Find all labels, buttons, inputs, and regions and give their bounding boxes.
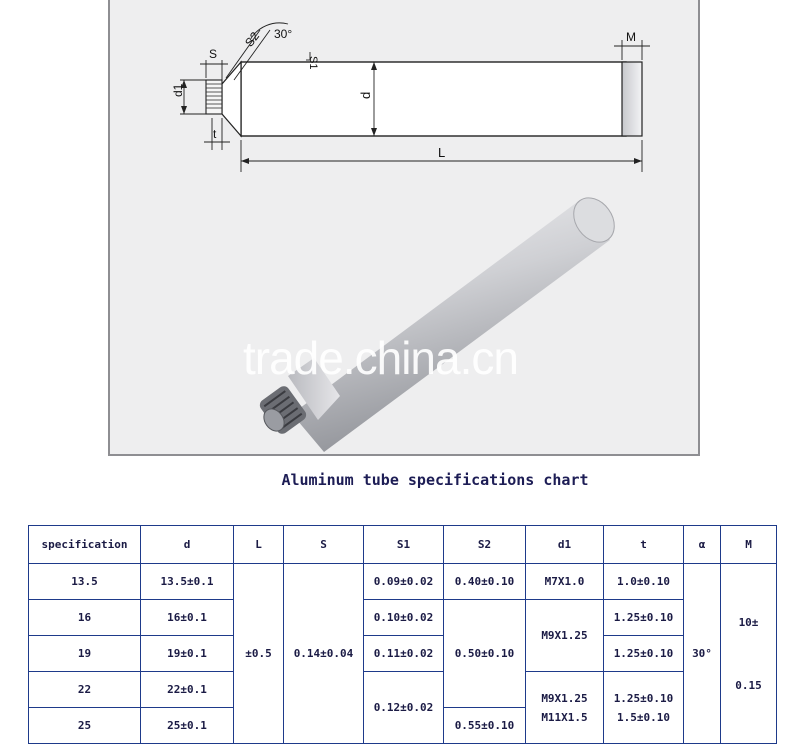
cell-s1: 0.09±0.02	[364, 564, 444, 600]
table-row	[29, 564, 777, 600]
cell-s1: 0.11±0.02	[364, 636, 444, 672]
cell-t-line2: 1.5±0.10	[617, 710, 670, 724]
column-header: L	[234, 526, 284, 564]
threaded-nozzle	[206, 80, 222, 114]
cell-s1: 0.10±0.02	[364, 600, 444, 636]
cell-d1-line2: M11X1.5	[541, 710, 588, 724]
cell-d: 25±0.1	[141, 708, 234, 744]
cell-d1: M7X1.0	[526, 564, 604, 600]
tube-body-outline	[241, 62, 626, 136]
page-title: Aluminum tube specifications chart	[281, 471, 589, 489]
drawing-label-d1: d1	[171, 83, 185, 97]
cell-d: 16±0.1	[141, 600, 234, 636]
column-header: t	[604, 526, 684, 564]
cell-s1: 0.12±0.02	[364, 672, 444, 744]
watermark-text: trade.china.cn	[243, 332, 518, 384]
cell-alpha: 30°	[684, 564, 721, 744]
cell-d: 13.5±0.1	[141, 564, 234, 600]
tube-end-section	[622, 62, 642, 136]
tube-shoulder	[222, 62, 241, 136]
column-header: S2	[444, 526, 526, 564]
drawing-label-m: M	[626, 30, 636, 44]
cell-d1-line1: M9X1.25	[541, 691, 588, 705]
cell-s2: 0.40±0.10	[444, 564, 526, 600]
column-header: M	[721, 526, 777, 564]
column-header: specification	[29, 526, 141, 564]
column-header: S	[284, 526, 364, 564]
cell-spec: 16	[29, 600, 141, 636]
cell-m	[721, 564, 777, 744]
cell-d: 22±0.1	[141, 672, 234, 708]
drawing-label-s: S	[209, 47, 218, 61]
cell-l: ±0.5	[234, 564, 284, 744]
cell-d1	[526, 672, 604, 744]
cell-s: 0.14±0.04	[284, 564, 364, 744]
column-header: S1	[364, 526, 444, 564]
column-header: d1	[526, 526, 604, 564]
drawing-label-t: t	[213, 127, 217, 141]
cell-spec: 19	[29, 636, 141, 672]
tube-3d-render	[257, 190, 622, 452]
cell-t: 1.0±0.10	[604, 564, 684, 600]
cell-t-line1: 1.25±0.10	[613, 691, 674, 705]
column-header: α	[684, 526, 721, 564]
column-header: d	[141, 526, 234, 564]
drawing-label-s1: S1	[307, 56, 319, 70]
table-row	[29, 636, 777, 672]
table-row	[29, 672, 777, 708]
product-figure	[108, 0, 700, 456]
table-row	[29, 600, 777, 636]
drawing-label-d: d	[358, 91, 373, 99]
cell-s2: 0.50±0.10	[444, 600, 526, 708]
cell-spec: 22	[29, 672, 141, 708]
drawing-label-s2: S2	[242, 29, 263, 50]
cell-spec: 13.5	[29, 564, 141, 600]
drawing-label-l: L	[438, 145, 446, 160]
table-header-row	[29, 526, 777, 564]
cell-t	[604, 672, 684, 744]
cell-spec: 25	[29, 708, 141, 744]
technical-drawing	[110, 0, 702, 456]
cell-s2: 0.55±0.10	[444, 708, 526, 744]
cell-d: 19±0.1	[141, 636, 234, 672]
cell-t: 1.25±0.10	[604, 636, 684, 672]
specifications-table	[28, 525, 777, 744]
cell-m-line1: 10±	[738, 615, 759, 629]
cell-t: 1.25±0.10	[604, 600, 684, 636]
cell-m-line2: 0.15	[735, 678, 762, 692]
drawing-label-angle: 30°	[274, 27, 293, 41]
cell-d1: M9X1.25	[526, 600, 604, 672]
